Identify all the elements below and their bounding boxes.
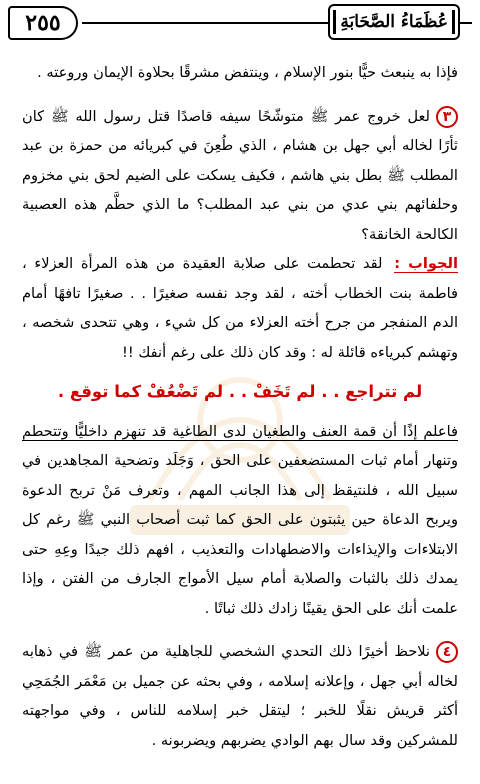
answer-text: لقد تحطمت على صلابة العقيدة من هذه المرأة العزلاء ، فاطمة بنت الخطاب أخته ، لقد وجد نفسه صغيرًا . . صغيرًا تافهًا أمام الدم المنفجر من جرح أخته العزلاء من كل شيء ، وهي تتحدى شخصه ، وتهشم كبرياءه قائلة له : وقد كان ذلك على رغم أنفك !! [22, 255, 458, 361]
book-title: عُظَمَاءُ الصَّحَابَةِ [328, 4, 460, 40]
point-number-badge: ٤ [436, 641, 458, 663]
point-number-badge: ٣ [436, 106, 458, 128]
paragraph-answer [22, 249, 458, 367]
paragraph-point-3 [22, 102, 458, 250]
paragraph-lesson [22, 417, 458, 624]
point-4-text: نلاحظ أخيرًا ذلك التحدي الشخصي للجاهلية من عمر ﷺ في ذهابه لخاله أبي جهل ، وإعلانه إسلامه ، وفي بحثه عن جميل بن مَعْمَر الجُمَحِي أكثر قريش نقلًا للخبر ؛ ليتقل خبر إسلامه للناس ، وفي مواجهته للمشركين وقد سال بهم الوادي يضربهم ويضربونه . [22, 643, 458, 749]
page-number: ٢٥٥ [8, 6, 78, 40]
lesson-text: وتنهار أمام ثبات المستضعفين على الحق ، وَجَلَد وتضحية المجاهدين في سبيل الله ، فلنتيقظ إلى هذا الجانب المهم ، وتعرف مَنْ تربح الدعوة ويربح الدعاة حين يثبتون على الحق كما ثبت أصحاب النبي ﷺ رغم كل الابتلاءات والإيذاءات والاضطهادات والتعذيب ، افهم ذلك جيدًا وعِهِ حتى يمدك ذلك بالثبات والصلابة أمام سيل الأمواج الجارف من الفتن ، وإذا علمت أنك على الحق يقينًا زادك ذلك ثباتًا . [22, 452, 458, 617]
answer-label: الجواب : [394, 255, 459, 272]
document-body [22, 58, 458, 755]
paragraph-point-4 [22, 637, 458, 755]
point-3-text: لعل خروج عمر ﷺ متوشّحًا سيفه قاصدًا قتل رسول الله ﷺ كان ثأرًا لخاله أبي جهل بن هشام ، الذي طُعِنَ في كبريائه من حمزة بن عبد المطلب ﷺ بطل بني هاشم ، فكيف يسكت على الضيم لحق بني مخزوم وحلفائهم بني عدي من بني عبد المطلب؟ ما الذي حطَّم هذه العصبية الكالحة الخانقة؟ [22, 107, 458, 243]
underlined-sentence: فاعلم إذًا أن قمة العنف والطغيان لدى الطاغية قد تنهزم داخليًّا وتتحطم [22, 422, 458, 440]
page-header [8, 4, 472, 44]
paragraph-intro: فإذا به ينبعث حيًّا بنور الإسلام ، وينتفض مشرقًا بحلاوة الإيمان وروعته . [37, 64, 458, 81]
highlight-slogan: لم تتراجع . . لم تَخَفْ . . لم تَضْعُفْ كما توقع . [57, 382, 423, 401]
